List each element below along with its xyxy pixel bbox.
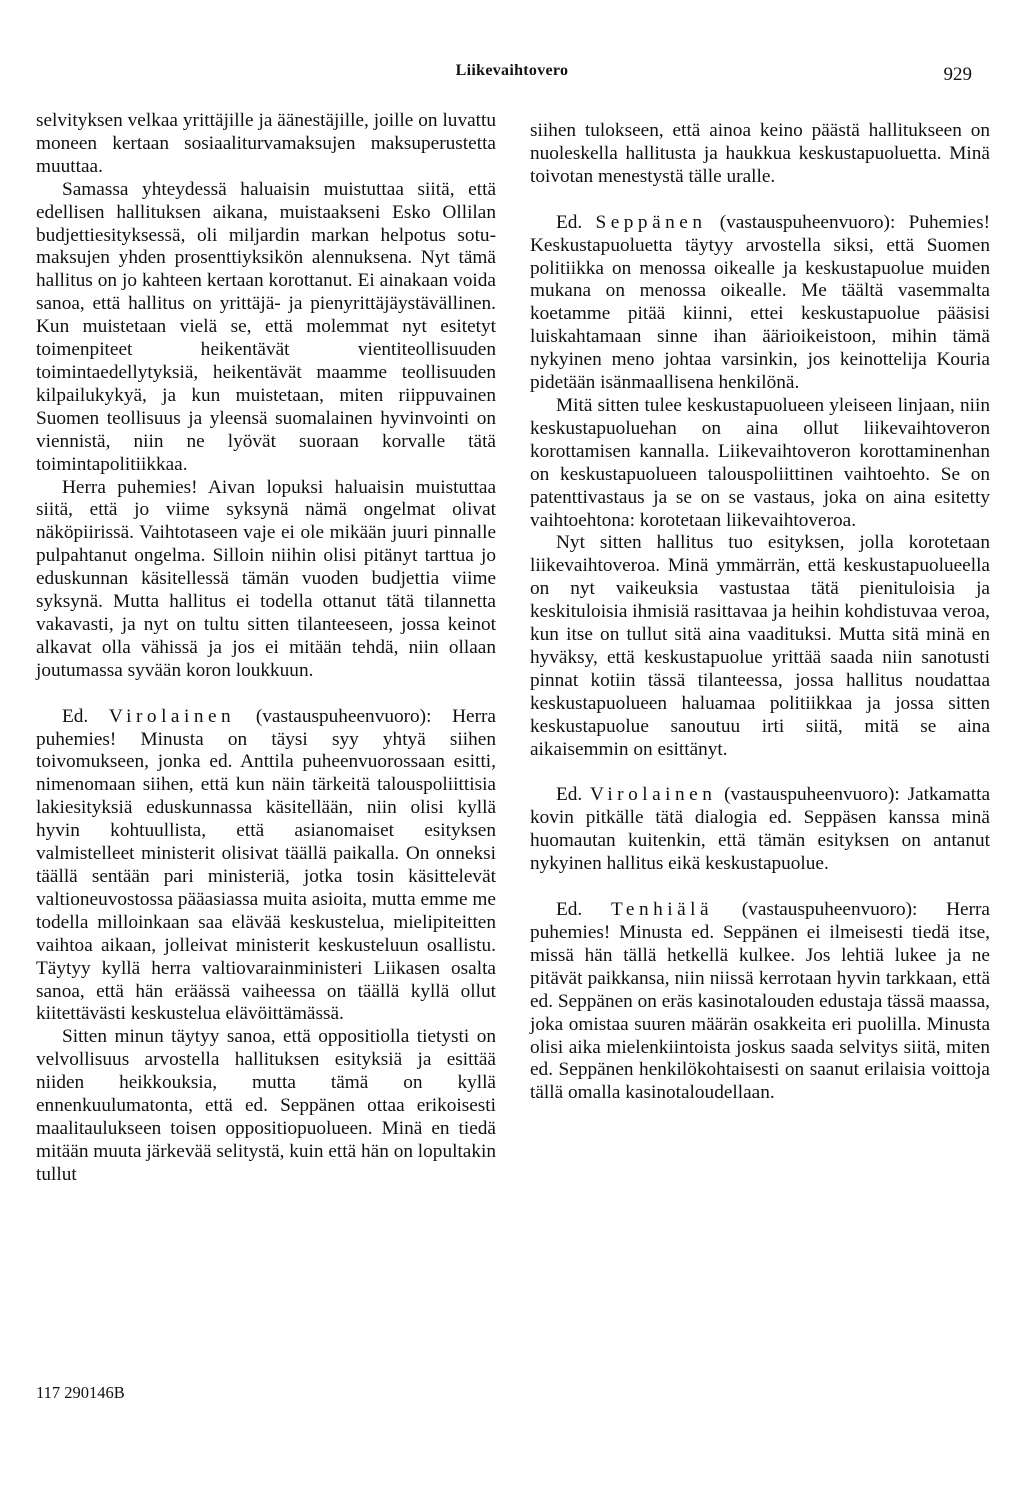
speech-role: (vastauspuheenvuoro):	[255, 705, 432, 727]
paragraph: siihen tulokseen, että ainoa keino päästä hallitukseen on nuoleskella hallitusta ja haukkua keskustapuoluetta. Minä toivotan menestystä tälle uralle.	[530, 120, 990, 187]
speech-role: (vastauspuheenvuoro):	[724, 784, 900, 806]
speech-prefix: Ed.	[556, 899, 583, 921]
speech-prefix: Ed.	[556, 211, 583, 233]
paragraph: Samassa yhteydessä haluaisin muistuttaa siitä, että edellisen hallituksen aikana, muistaakseni Esko Ollilan budjettiesityksessä, oli miljardin markan helpotus sotu-maksujen yhden prosenttiyksikön alennuksena. Nyt tämä hallitus on jo kahteen kertaan korottanut. Ei ainakaan voida sanoa, että hallitus on yrittäjä- ja pienyrittäjäystävällinen. Kun muistetaan vielä se, että molemmat nyt esitetyt toimenpiteet heikentävät vientiteollisuuden toimintaedellytyksiä, heikentävät maamme teollisuuden kilpailukykyä, ja kun muistetaan, miten riippuvainen Suomen teollisuus ja yleensä suomalainen hyvinvointi on viennistä, niin ne lyövät suoraan korvalle tätä toimintapolitiikkaa.	[36, 178, 496, 475]
left-column	[36, 110, 496, 1187]
page-number: 929	[943, 64, 972, 85]
right-column	[530, 120, 990, 1105]
paragraph: Nyt sitten hallitus tuo esityksen, jolla korotetaan liikevaihtoveroa. Minä ymmärrän, että keskustapuolueella on nyt vaikeuksia vastustaa tätä pienituloisia ja keskituloisia ihmisiä rasittavaa ja heihin kohdistuvaa veroa, kun itse on tullut sitä aina vaadituksi. Mutta sitä minä en hyväksy, että keskustapuolue yrittää saada niin sanotusti pinnat kotiin tässä tilanteessa, jossa hallitus noudattaa keskustapuolueen haluamaa politiikkaa ja jossa sitten keskustapuolue sanoutuu irti siitä, mitä se aina aikaisemmin on esittänyt.	[530, 532, 990, 760]
speech-role: (vastauspuheenvuoro):	[719, 211, 896, 233]
paragraph: selvityksen velkaa yrittäjille ja äänestäjille, joille on luvattu moneen kertaan sosiaaliturvamaksujen maksuperustetta muuttaa.	[36, 110, 496, 177]
speech-paragraph: Ed. Virolainen (vastauspuheenvuoro): Jatkamatta kovin pitkälle tätä dialogia ed. Seppäsen kanssa minä huomautan kuitenkin, että tämän esityksen on antanut nykyinen hallitus eikä keskustapuolue.	[530, 784, 991, 875]
speaker-name: Seppänen	[595, 211, 707, 233]
speech-prefix: Ed.	[62, 705, 89, 727]
speech-paragraph: Ed. Virolainen (vastauspuheenvuoro): Herra puhemies! Minusta on täysi syy yhtyä siihen toivomukseen, jonka ed. Anttila puheenvuorossaan esitti, nimenomaan siihen, että kun näin tärkeitä talouspoliittisia lakiesityksiä eduskunnassa käsitellään, niin olisi kyllä hyvin kohtuullista, että asianomaiset esityksen valmistelleet ministerit olisivat täällä paikalla. On onneksi täällä sentään pari ministeriä, jotka tosin käsittelevät valtioneuvostossa pääasiassa muita asioita, mutta emme me todella milloinkaan saa elävää keskustelua, mielipiteitten vaihtoa aikaan, jolleivat ministerit keskusteluun osallistu. Täytyy kyllä herra valtiovarainministeri Liikasen osalta sanoa, että hän eräässä vaiheessa on täällä kyllä ollut kiitettävästi keskustelua elävöittämässä.	[36, 705, 496, 1025]
speech-role: (vastauspuheenvuoro):	[741, 899, 918, 921]
paragraph: Mitä sitten tulee keskustapuolueen yleiseen linjaan, niin keskustapuoluehan on aina ollut liikevaihtoveron korottamisen kannalla. Liikevaihtoveron korottaminenhan on keskustapuolueen talouspoliittinen vaihtoehto. Se on patenttivastaus ja se on se vastaus, joka on aina esitetty vaihtoehtona: korotetaan liikevaihtoveroa.	[530, 394, 990, 531]
speaker-name: Tenhiälä	[610, 899, 714, 921]
running-header-title: Liikevaihtovero	[455, 62, 569, 79]
speaker-name: Virolainen	[590, 784, 717, 806]
speaker-name: Virolainen	[108, 705, 236, 727]
speech-paragraph: Ed. Seppänen (vastauspuheenvuoro): Puhemies! Keskustapuoluetta täytyy arvostella siksi, että Suomen politiikka on menossa oikealle ja keskustapuolue muiden mukana on menossa oikealle. Me täältä vasemmalta koetamme pitää kiinni, ettei keskustapuolue pääsisi luiskahtamaan sinne ihan äärioikeistoon, mihin tämä nykyinen meno johtaa varsinkin, jos keinottelija Kouria pidetään isänmaallisena henkilönä.	[530, 211, 990, 394]
footer-print-code: 117 290146B	[36, 1383, 125, 1402]
speech-paragraph: Ed. Tenhiälä (vastauspuheenvuoro): Herra puhemies! Minusta ed. Seppänen ei ilmeisesti tiedä itse, missä hän tällä hetkellä kulkee. Jos lehtiä lukee ja ne pitävät paikkansa, niin niissä kerrotaan hyvin tarkkaan, että ed. Seppänen on eräs kasinotalouden edustaja tässä maassa, joka omistaa suuren määrän osakkeita eri puolilla. Minusta olisi aika mielenkiintoista joskus saada selvitys siitä, miten ed. Seppänen henkilökohtaisesti on saanut erilaisia voittoja tällä omalla kasinotaloudellaan.	[530, 899, 990, 1104]
paragraph: Sitten minun täytyy sanoa, että oppositiolla tietysti on velvollisuus arvostella hallituksen esityksiä ja esittää niiden heikkouksia, mutta tämä on kyllä ennenkuulumatonta, että ed. Seppänen ottaa erikoisesti maalitaulukseen toisen oppositiopuolueen. Minä en tiedä mitään muuta järkevää selitystä, kuin että hän on lopultakin tullut	[36, 1026, 496, 1185]
paragraph: Herra puhemies! Aivan lopuksi haluaisin muistuttaa siitä, että jo viime syksynä nämä ongelmat olivat näköpiirissä. Vaihtotaseen vaje ei ole mikään juuri pinnalle pulpahtanut ongelma. Silloin niihin olisi pitänyt tarttua jo eduskunnan käsitellessä tämän vuoden budjettia viime syksynä. Mutta hallitus ei todella ottanut tätä tilannetta vakavasti, ja nyt on tultu sitten tilanteeseen, jossa keinot alkavat olla vähissä ja jos ei mitään tehdä, niin ollaan joutumassa syvään koron loukkuun.	[36, 476, 496, 681]
speech-prefix: Ed.	[556, 784, 583, 806]
